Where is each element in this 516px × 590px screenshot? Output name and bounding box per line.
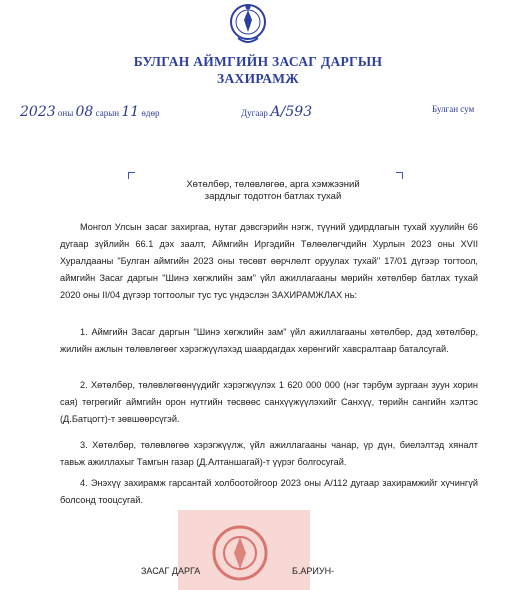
signature-title: ЗАСАГ ДАРГА [141, 566, 201, 576]
document-date: 2023 оны 08 сарын 11 өдөр [20, 104, 160, 120]
organization-name: БУЛГАН АЙМГИЙН ЗАСАГ ДАРГЫН [133, 54, 383, 69]
date-month: 08 [75, 104, 94, 120]
title-bracket-right [396, 172, 403, 179]
date-day: 11 [121, 104, 140, 120]
date-year: 2023 [20, 104, 56, 120]
document-type: ЗАХИРАМЖ [217, 71, 299, 86]
signature-name: Б.АРИУН- [292, 566, 335, 576]
document-place: Булган сум [432, 104, 475, 114]
document-number: Дугаар А/593 [241, 104, 313, 120]
title-bracket-left [128, 172, 135, 179]
order-item-4: 4. Энэхүү захирамж гарсантай холбоотойгоор 2023 оны А/112 дугаар захирамжийг хүчингүй болсонд тооцсугай. [60, 478, 478, 505]
order-item-3: 3. Хөтөлбөр, төлөвлөгөө хэрэгжүүлж, үйл ажиллагааны чанар, үр дүн, биелэлтэд хяналт тавьж ажиллахыг Тамгын газар (Д.Алтаншагай)-т үүрэг болгосугай. [60, 440, 478, 467]
intro-paragraph: Монгол Улсын засаг захиргаа, нутаг дэвсгэрийн нэгж, түүний удирдлагын тухай хуулийн 66 дугаар зүйлийн 66.1 дэх заалт, Аймгийн Иргэдийн Төлөөлөгчдийн Хурлын 2023 оны XVII Хуралдааны "Булган аймгийн 2023 оны төсөвт өөрчлөлт оруулах тухай" 17/01 дүгээр тогтоол, аймгийн Засаг даргын "Шинэ хөгжлийн зам" үйл ажиллагааны мөрийн хөтөлбөр батлах тухай 2020 оны II/04 дүгээр тогтоолыг тус тус үндэслэн ЗАХИРАМЖЛАХ нь: [60, 222, 478, 300]
document-title: Хөтөлбөр, төлөвлөгөө, арга хэмжээний зардлыг тодотгон батлах тухай [186, 179, 360, 202]
stamp-emblem-icon [210, 515, 270, 590]
mongolia-emblem-icon [229, 2, 267, 46]
order-item-1: 1. Аймгийн Засаг даргын "Шинэ хөгжлийн зам" үйл ажиллагааны хөтөлбөр, дэд хөтөлбөр, жилийн ажлын төлөвлөгөөг хэрэгжүүлэхэд шаардагдах хөрөнгийг хавсралтаар баталсугай. [60, 327, 478, 354]
order-item-2: 2. Хөтөлбөр, төлөвлөгөөнүүдийг хэрэгжүүлэх 1 620 000 000 (нэг тэрбум зургаан зуун хорин сая) төгрөгийг аймгийн орон нутгийн төсвөөс санхүүжүүлэхийг Санхүү, төрийн сангийн хэлтэс (Д.Батцогт)-т зөвшөөрсүгэй. [60, 380, 478, 424]
number-value: А/593 [270, 104, 313, 120]
